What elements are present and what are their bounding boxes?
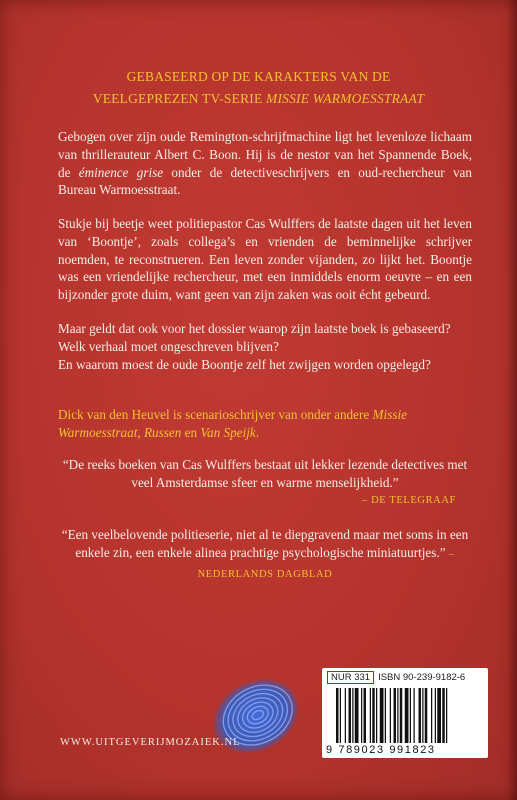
ean-number: 9 789023 991823 [326,744,436,756]
barcode-stripe [349,688,352,743]
bio-sep-2: en [181,424,201,440]
barcode-stripe [390,688,391,743]
barcode-stripe [385,688,386,743]
barcode-stripe [376,688,377,743]
barcode-icon [336,688,482,743]
spine-shadow [507,0,517,800]
isbn-line [327,671,465,684]
blurb-paragraph-1 [58,128,472,199]
bio-title-3: Van Speijk [200,424,256,440]
series-heading [40,66,477,110]
bio-intro: Dick van den Heuvel is scenarioschrijver van onder andere [58,407,373,422]
barcode-stripe [372,688,375,743]
p3-line-1: Maar geldt dat ook voor het dossier waarop zijn laatste boek is gebaseerd? Welk verhaal moet ongeschreven blijven? [58,321,451,354]
quote1-text: “De reeks boeken van Cas Wulffers bestaat uit lekker lezende detectives met veel Amsterdamse sfeer en warme menselijkheid.” [62,457,468,490]
review-quote-nd [58,526,472,583]
barcode-stripe [414,688,415,743]
barcode-stripe [435,688,436,743]
barcode-stripe [336,688,339,743]
publisher-website: WWW.UITGEVERIJMOZAIEK.NL [60,737,241,748]
quote1-source: – DE TELEGRAAF [362,494,456,506]
barcode-stripe [431,688,432,743]
isbn-number: ISBN 90-239-9182-6 [378,672,466,683]
barcode-stripe [340,688,341,743]
quote2-source: – NEDERLANDS DAGBLAD [197,548,455,580]
heading-line-2-prefix: VEELGEPREZEN TV-SERIE [92,91,266,106]
quote2-text: “Een veelbelovende politieserie, niet al te diepgravend maar met soms in een enkele zin, een enkele alinea prachtige psychologische miniatuurtjes.” [61,527,469,560]
barcode-stripe [380,688,384,743]
heading-line-1: GEBASEERD OP DE KARAKTERS VAN DE [126,69,391,84]
bio-end: . [255,424,260,440]
barcode-stripe [405,688,409,743]
bio-title-1: Missie Warmoesstraat [58,407,407,440]
heading-series-title: MISSIE WARMOESSTRAAT [266,91,425,106]
barcode-stripe [364,688,367,743]
barcode-stripe [422,688,423,743]
blurb-paragraph-3 [58,320,472,373]
bio-sep-1: , [137,424,144,440]
barcode-stripe [442,688,445,743]
barcode-stripe [425,688,428,743]
barcode-stripe [400,688,403,743]
barcode-stripe [446,688,447,743]
bio-title-2: Russen [143,424,182,440]
barcode-stripe [352,688,353,743]
review-quote-telegraaf [58,456,472,509]
barcode-label [322,668,488,758]
barcode-stripe [437,688,441,743]
barcode-stripe [394,688,397,743]
barcode-stripe [370,688,371,743]
barcode-stripe [345,688,346,743]
p1-part-a: Gebogen over zijn oude Remington-schrijfmachine ligt het levenloze lichaam van thrillerauteur Albert C. Boon. Hij is de nestor van het Spannende Boek, de [58,129,472,180]
barcode-stripe [397,688,398,743]
barcode-stripe [419,688,422,743]
p3-line-2: En waarom moest de oude Boontje zelf het zwijgen worden opgelegd? [58,356,431,372]
nur-code: NUR 331 [327,671,374,684]
author-bio [58,406,472,442]
fingerprint-icon [196,662,316,770]
p1-part-b: onder de detectiveschrijvers en oud-rechercheur van Bureau Warmoesstraat. [58,164,472,198]
barcode-stripe [410,688,411,743]
p1-italic: éminence grise [78,164,164,180]
barcode-stripe [355,688,359,743]
blurb-paragraph-2: Stukje bij beetje weet politiepastor Cas Wulffers de laatste dagen uit het leven van ‘Boontje’, zoals collega’s en vrienden de beminnelijke schrijver noemden, te reconstrueren. Een leven zonder vijanden, zo lijkt het. Boontje was een vriendelijke rechercheur, met een inmiddels enorm oeuvre – en een bijzonder grote duim, want geen van zijn zaken was ooit écht gebeurd. [58,216,472,303]
barcode-stripe [361,688,362,743]
